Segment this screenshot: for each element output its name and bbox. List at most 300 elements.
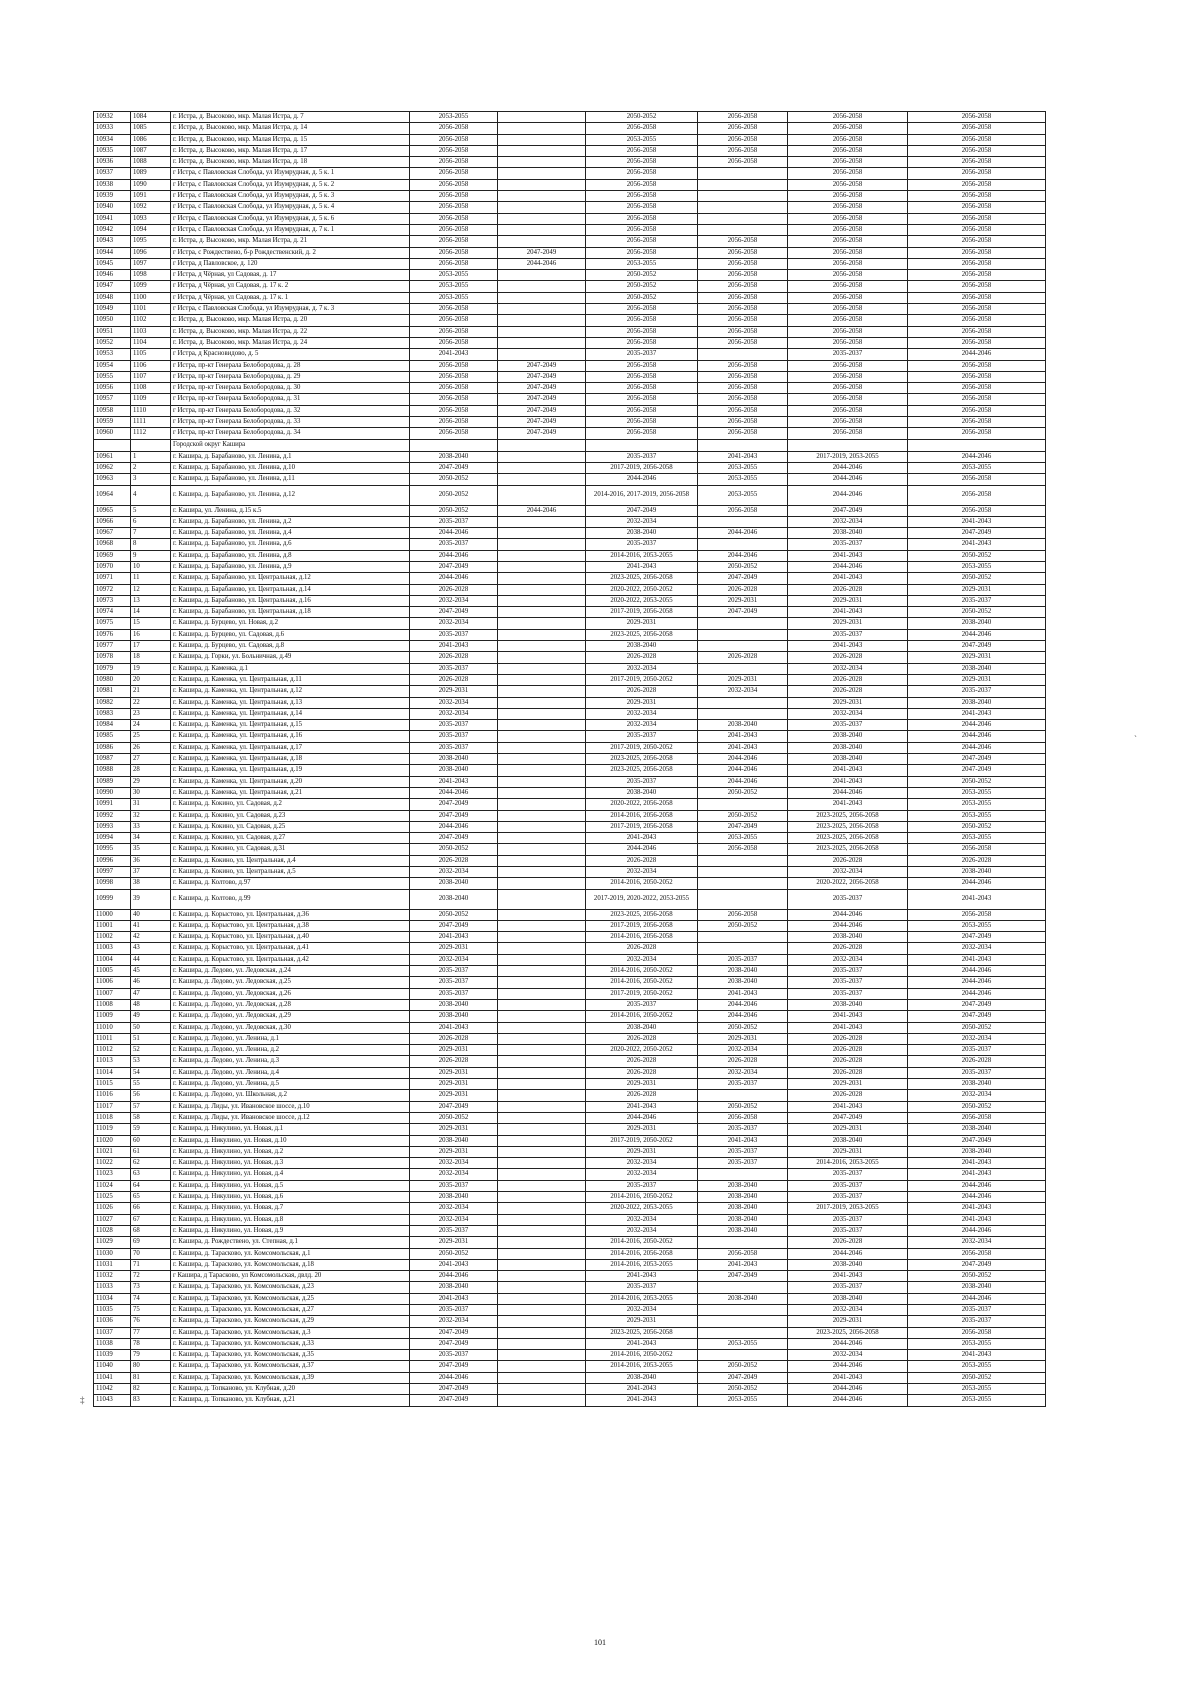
local-number-cell: 1112: [131, 428, 171, 439]
local-number-cell: 9: [131, 550, 171, 561]
address-cell: г. Кашира, д. Никулино, ул. Новая, д.7: [171, 1203, 410, 1214]
period-cell: 2056-2058: [410, 383, 498, 394]
period-cell: [498, 1158, 586, 1169]
address-cell: г. Кашира, д. Тарасково, ул. Комсомольская, д.18: [171, 1259, 410, 1270]
row-number-cell: 10948: [94, 292, 131, 303]
period-cell: 2032-2034: [908, 943, 1046, 954]
period-cell: 2029-2031: [698, 1033, 788, 1044]
period-cell: 2029-2031: [410, 1045, 498, 1056]
period-cell: [698, 708, 788, 719]
local-number-cell: 81: [131, 1372, 171, 1383]
row-number-cell: 10940: [94, 202, 131, 213]
period-cell: 2056-2058: [698, 394, 788, 405]
row-number-cell: 10982: [94, 697, 131, 708]
period-cell: 2053-2055: [908, 833, 1046, 844]
period-cell: 2047-2049: [498, 417, 586, 428]
period-cell: 2056-2058: [788, 157, 908, 168]
local-number-cell: 19: [131, 663, 171, 674]
period-cell: 2047-2049: [698, 821, 788, 832]
period-cell: 2038-2040: [908, 663, 1046, 674]
local-number-cell: 25: [131, 731, 171, 742]
table-row: [94, 428, 1046, 439]
period-cell: 2056-2058: [788, 202, 908, 213]
period-cell: 2017-2019, 2050-2052: [586, 1135, 698, 1146]
period-cell: 2026-2028: [410, 674, 498, 685]
period-cell: 2041-2043: [788, 799, 908, 810]
row-number-cell: 11016: [94, 1090, 131, 1101]
period-cell: 2044-2046: [908, 1293, 1046, 1304]
period-cell: 2038-2040: [788, 999, 908, 1010]
period-cell: [498, 270, 586, 281]
period-cell: [498, 573, 586, 584]
period-cell: 2047-2049: [498, 247, 586, 258]
period-cell: 2056-2058: [908, 909, 1046, 920]
address-cell: г Истра, с Павловская Слобода, ул Изумрудная, д. 7 к. 1: [171, 224, 410, 235]
period-cell: 2050-2052: [698, 1361, 788, 1372]
period-cell: 2056-2058: [788, 270, 908, 281]
table-row: [94, 505, 1046, 516]
period-cell: 2020-2022, 2056-2058: [586, 799, 698, 810]
row-number-cell: 10950: [94, 315, 131, 326]
row-number-cell: 10937: [94, 168, 131, 179]
period-cell: 2041-2043: [908, 1169, 1046, 1180]
local-number-cell: 64: [131, 1180, 171, 1191]
table-row: [94, 134, 1046, 145]
period-cell: 2056-2058: [698, 247, 788, 258]
table-row: [94, 371, 1046, 382]
period-cell: [498, 1169, 586, 1180]
period-cell: 2035-2037: [410, 1304, 498, 1315]
row-number-cell: 10964: [94, 485, 131, 505]
row-number-cell: 11024: [94, 1180, 131, 1191]
period-cell: 2056-2058: [698, 292, 788, 303]
address-cell: г Истра, пр-кт Генерала Белобородова, д. 29: [171, 371, 410, 382]
period-cell: 2035-2037: [410, 1180, 498, 1191]
table-row: [94, 920, 1046, 931]
period-cell: 2053-2055: [908, 1361, 1046, 1372]
period-cell: 2026-2028: [698, 1056, 788, 1067]
row-number-cell: 11014: [94, 1067, 131, 1078]
period-cell: 2056-2058: [586, 428, 698, 439]
row-number-cell: 10984: [94, 720, 131, 731]
row-number-cell: 10951: [94, 326, 131, 337]
period-cell: 2044-2046: [586, 1112, 698, 1123]
period-cell: 2041-2043: [698, 988, 788, 999]
address-cell: г. Кашира, д. Рождествено, ул. Степная, д.1: [171, 1237, 410, 1248]
row-number-cell: 11012: [94, 1045, 131, 1056]
period-cell: [498, 787, 586, 798]
period-cell: 2047-2049: [410, 1338, 498, 1349]
period-cell: 2044-2046: [788, 474, 908, 485]
row-number-cell: 10981: [94, 686, 131, 697]
address-cell: г. Кашира, д. Кокино, ул. Центральная, д.4: [171, 855, 410, 866]
period-cell: 2056-2058: [698, 405, 788, 416]
period-cell: [698, 663, 788, 674]
period-cell: 2050-2052: [586, 270, 698, 281]
row-number-cell: 10959: [94, 417, 131, 428]
period-cell: 2044-2046: [908, 966, 1046, 977]
period-cell: 2026-2028: [586, 652, 698, 663]
address-cell: г. Кашира, д. Барабаново, ул. Центральная, д.14: [171, 584, 410, 595]
local-number-cell: 32: [131, 810, 171, 821]
period-cell: 2026-2028: [788, 584, 908, 595]
period-cell: 2056-2058: [788, 405, 908, 416]
period-cell: 2056-2058: [586, 157, 698, 168]
local-number-cell: 20: [131, 674, 171, 685]
period-cell: [498, 157, 586, 168]
period-cell: [498, 844, 586, 855]
period-cell: 2032-2034: [586, 516, 698, 527]
table-row: [94, 405, 1046, 416]
period-cell: 2026-2028: [788, 1067, 908, 1078]
local-number-cell: 82: [131, 1384, 171, 1395]
period-cell: 2056-2058: [698, 281, 788, 292]
period-cell: 2056-2058: [908, 1248, 1046, 1259]
period-cell: 2041-2043: [908, 539, 1046, 550]
period-cell: 2056-2058: [410, 134, 498, 145]
period-cell: [498, 889, 586, 909]
period-cell: 2017-2019, 2056-2058: [586, 821, 698, 832]
period-cell: 2047-2049: [908, 1259, 1046, 1270]
period-cell: 2035-2037: [410, 1225, 498, 1236]
row-number-cell: 10988: [94, 765, 131, 776]
period-cell: [698, 191, 788, 202]
address-cell: г. Кашира, д. Тарасково, ул. Комсомольская, д.39: [171, 1372, 410, 1383]
period-cell: 2047-2049: [698, 1271, 788, 1282]
period-cell: 2056-2058: [908, 844, 1046, 855]
period-cell: 2035-2037: [586, 349, 698, 360]
address-cell: г. Кашира, д. Барабаново, ул. Центральная, д.18: [171, 607, 410, 618]
period-cell: 2056-2058: [908, 157, 1046, 168]
period-cell: [698, 1237, 788, 1248]
period-cell: 2056-2058: [410, 179, 498, 190]
local-number-cell: 27: [131, 754, 171, 765]
local-number-cell: 77: [131, 1327, 171, 1338]
period-cell: 2044-2046: [498, 505, 586, 516]
period-cell: 2050-2052: [698, 810, 788, 821]
period-cell: 2032-2034: [410, 1158, 498, 1169]
period-cell: 2050-2052: [586, 292, 698, 303]
period-cell: 2041-2043: [908, 708, 1046, 719]
period-cell: 2056-2058: [788, 213, 908, 224]
table-row: [94, 270, 1046, 281]
local-number-cell: 70: [131, 1248, 171, 1259]
local-number-cell: 1099: [131, 281, 171, 292]
row-number-cell: 10961: [94, 451, 131, 462]
local-number-cell: 1095: [131, 236, 171, 247]
period-cell: 2038-2040: [698, 1293, 788, 1304]
row-number-cell: 10949: [94, 304, 131, 315]
row-number-cell: 10934: [94, 134, 131, 145]
address-cell: г. Кашира, д. Барабаново, ул. Ленина, д.9: [171, 561, 410, 572]
table-row: [94, 652, 1046, 663]
local-number-cell: 1106: [131, 360, 171, 371]
row-number-cell: 11007: [94, 988, 131, 999]
period-cell: 2032-2034: [788, 1350, 908, 1361]
address-cell: г. Кашира, д. Топканово, ул. Клубная, д.20: [171, 1384, 410, 1395]
local-number-cell: 58: [131, 1112, 171, 1123]
period-cell: 2014-2016, 2056-2058: [586, 810, 698, 821]
period-cell: 2029-2031: [410, 1090, 498, 1101]
table-row: [94, 932, 1046, 943]
period-cell: [698, 867, 788, 878]
period-cell: 2041-2043: [788, 1101, 908, 1112]
period-cell: 2029-2031: [788, 1079, 908, 1090]
period-cell: 2038-2040: [410, 999, 498, 1010]
period-cell: 2038-2040: [788, 731, 908, 742]
row-number-cell: 10985: [94, 731, 131, 742]
period-cell: 2026-2028: [788, 674, 908, 685]
table-row: [94, 462, 1046, 473]
period-cell: 2029-2031: [410, 686, 498, 697]
period-cell: 2017-2019, 2056-2058: [586, 607, 698, 618]
local-number-cell: 50: [131, 1022, 171, 1033]
row-number-cell: 11030: [94, 1248, 131, 1259]
period-cell: 2026-2028: [586, 1056, 698, 1067]
period-cell: 2047-2049: [498, 360, 586, 371]
period-cell: [698, 539, 788, 550]
table-row: [94, 191, 1046, 202]
table-row: [94, 674, 1046, 685]
address-cell: г. Кашира, д. Ледово, ул. Школьная, д.2: [171, 1090, 410, 1101]
period-cell: 2056-2058: [788, 383, 908, 394]
period-cell: 2041-2043: [908, 1203, 1046, 1214]
period-cell: 2056-2058: [410, 326, 498, 337]
period-cell: 2026-2028: [586, 686, 698, 697]
table-row: [94, 315, 1046, 326]
row-number-cell: 11022: [94, 1158, 131, 1169]
period-cell: 2032-2034: [410, 1316, 498, 1327]
table-row: [94, 1327, 1046, 1338]
period-cell: 2056-2058: [410, 224, 498, 235]
period-cell: 2041-2043: [586, 1395, 698, 1406]
row-number-cell: 11001: [94, 920, 131, 931]
period-cell: 2035-2037: [788, 1214, 908, 1225]
period-cell: [498, 550, 586, 561]
period-cell: 2056-2058: [586, 191, 698, 202]
local-number-cell: 67: [131, 1214, 171, 1225]
period-cell: 2032-2034: [698, 1045, 788, 1056]
period-cell: 2053-2055: [908, 561, 1046, 572]
table-row: [94, 607, 1046, 618]
period-cell: [498, 1180, 586, 1191]
period-cell: 2044-2046: [410, 573, 498, 584]
local-number-cell: 22: [131, 697, 171, 708]
period-cell: 2041-2043: [586, 1101, 698, 1112]
row-number-cell: 10970: [94, 561, 131, 572]
period-cell: 2017-2019, 2020-2022, 2053-2055: [586, 889, 698, 909]
period-cell: 2041-2043: [698, 1135, 788, 1146]
period-cell: 2035-2037: [586, 1180, 698, 1191]
period-cell: 2041-2043: [788, 1271, 908, 1282]
address-cell: г Истра, д Красновидово, д. 5: [171, 349, 410, 360]
address-cell: г. Кашира, д. Ледово, ул. Ленина, д.5: [171, 1079, 410, 1090]
address-cell: г. Кашира, д. Каменка, ул. Центральная, д.14: [171, 708, 410, 719]
period-cell: 2035-2037: [788, 539, 908, 550]
table-row: [94, 157, 1046, 168]
row-number-cell: 11043: [94, 1395, 131, 1406]
local-number-cell: 1089: [131, 168, 171, 179]
period-cell: 2017-2019, 2050-2052: [586, 988, 698, 999]
row-number-cell: 10978: [94, 652, 131, 663]
table-row: [94, 1248, 1046, 1259]
row-number-cell: 10956: [94, 383, 131, 394]
table-row: [94, 1225, 1046, 1236]
table-row: [94, 618, 1046, 629]
period-cell: 2050-2052: [698, 1384, 788, 1395]
period-cell: 2053-2055: [698, 833, 788, 844]
period-cell: [698, 1316, 788, 1327]
local-number-cell: 17: [131, 641, 171, 652]
period-cell: 2056-2058: [788, 371, 908, 382]
period-cell: 2038-2040: [908, 1146, 1046, 1157]
period-cell: 2035-2037: [586, 451, 698, 462]
period-cell: [498, 663, 586, 674]
address-cell: г. Истра, д. Высоково, мкр. Малая Истра, д. 20: [171, 315, 410, 326]
period-cell: 2029-2031: [908, 674, 1046, 685]
local-number-cell: 73: [131, 1282, 171, 1293]
period-cell: 2056-2058: [788, 394, 908, 405]
local-number-cell: 1088: [131, 157, 171, 168]
period-cell: 2056-2058: [788, 326, 908, 337]
period-cell: 2053-2055: [908, 799, 1046, 810]
address-cell: Городской округ Кашира: [171, 439, 410, 451]
local-number-cell: 33: [131, 821, 171, 832]
period-cell: 2026-2028: [908, 1056, 1046, 1067]
period-cell: [498, 765, 586, 776]
table-row: [94, 943, 1046, 954]
table-row: [94, 1011, 1046, 1022]
period-cell: 2032-2034: [788, 708, 908, 719]
address-cell: г Истра, с Павловская Слобода, ул Изумрудная, д. 5 к. 6: [171, 213, 410, 224]
row-number-cell: 10979: [94, 663, 131, 674]
local-number-cell: 56: [131, 1090, 171, 1101]
local-number-cell: 72: [131, 1271, 171, 1282]
period-cell: 2047-2049: [410, 1327, 498, 1338]
period-cell: 2032-2034: [788, 1304, 908, 1315]
period-cell: 2032-2034: [586, 663, 698, 674]
period-cell: 2041-2043: [410, 641, 498, 652]
period-cell: [788, 439, 908, 451]
period-cell: 2029-2031: [908, 652, 1046, 663]
period-cell: [498, 584, 586, 595]
period-cell: 2056-2058: [908, 168, 1046, 179]
row-number-cell: 10960: [94, 428, 131, 439]
period-cell: [698, 213, 788, 224]
period-cell: 2032-2034: [410, 697, 498, 708]
period-cell: [498, 292, 586, 303]
row-number-cell: 10974: [94, 607, 131, 618]
row-number-cell: 10954: [94, 360, 131, 371]
row-number-cell: 10944: [94, 247, 131, 258]
period-cell: [498, 326, 586, 337]
period-cell: 2035-2037: [788, 1282, 908, 1293]
period-cell: 2044-2046: [698, 1011, 788, 1022]
table-row: [94, 439, 1046, 451]
period-cell: 2032-2034: [698, 686, 788, 697]
row-number-cell: 10965: [94, 505, 131, 516]
period-cell: 2050-2052: [410, 474, 498, 485]
table-row: [94, 550, 1046, 561]
period-cell: 2056-2058: [410, 123, 498, 134]
address-cell: г Истра, д Чёрная, ул Садовая, д. 17: [171, 270, 410, 281]
period-cell: 2044-2046: [698, 999, 788, 1010]
period-cell: 2053-2055: [410, 292, 498, 303]
period-cell: 2056-2058: [698, 1248, 788, 1259]
period-cell: 2035-2037: [788, 1225, 908, 1236]
local-number-cell: 68: [131, 1225, 171, 1236]
local-number-cell: 63: [131, 1169, 171, 1180]
row-number-cell: 10990: [94, 787, 131, 798]
address-cell: г. Кашира, д. Бурцево, ул. Новая, д.2: [171, 618, 410, 629]
period-cell: 2014-2016, 2050-2052: [586, 1350, 698, 1361]
local-number-cell: 74: [131, 1293, 171, 1304]
period-cell: 2053-2055: [908, 462, 1046, 473]
local-number-cell: 1093: [131, 213, 171, 224]
address-cell: г. Истра, д. Высоково, мкр. Малая Истра, д. 24: [171, 337, 410, 348]
period-cell: [498, 315, 586, 326]
table-row: [94, 112, 1046, 123]
period-cell: 2056-2058: [908, 326, 1046, 337]
local-number-cell: 15: [131, 618, 171, 629]
address-cell: г. Кашира, д. Каменка, ул. Центральная, д.18: [171, 754, 410, 765]
period-cell: 2056-2058: [410, 258, 498, 269]
table-body: [94, 112, 1046, 1407]
local-number-cell: 75: [131, 1304, 171, 1315]
period-cell: 2038-2040: [908, 697, 1046, 708]
local-number-cell: 52: [131, 1045, 171, 1056]
period-cell: 2038-2040: [586, 787, 698, 798]
period-cell: 2026-2028: [788, 652, 908, 663]
local-number-cell: 29: [131, 776, 171, 787]
period-cell: 2041-2043: [908, 516, 1046, 527]
period-cell: [498, 213, 586, 224]
table-row: [94, 855, 1046, 866]
row-number-cell: 11020: [94, 1135, 131, 1146]
table-row: [94, 179, 1046, 190]
period-cell: 2056-2058: [410, 405, 498, 416]
table-row: [94, 1304, 1046, 1315]
period-cell: 2044-2046: [908, 1192, 1046, 1203]
period-cell: 2041-2043: [788, 607, 908, 618]
period-cell: 2044-2046: [908, 988, 1046, 999]
period-cell: 2038-2040: [698, 720, 788, 731]
period-cell: 2047-2049: [410, 1384, 498, 1395]
local-number-cell: 83: [131, 1395, 171, 1406]
table-row: [94, 1282, 1046, 1293]
period-cell: [498, 731, 586, 742]
row-number-cell: 10936: [94, 157, 131, 168]
period-cell: 2050-2052: [908, 1101, 1046, 1112]
period-cell: 2047-2049: [788, 505, 908, 516]
period-cell: 2056-2058: [788, 337, 908, 348]
period-cell: 2056-2058: [908, 112, 1046, 123]
period-cell: 2056-2058: [908, 394, 1046, 405]
period-cell: [498, 1293, 586, 1304]
period-cell: 2035-2037: [410, 516, 498, 527]
period-cell: 2056-2058: [410, 191, 498, 202]
address-cell: г Кашира, д Тарасково, ул Комсомольская, двлд. 20: [171, 1271, 410, 1282]
table-row: [94, 742, 1046, 753]
period-cell: 2023-2025, 2056-2058: [586, 754, 698, 765]
period-cell: [498, 1112, 586, 1123]
period-cell: [498, 474, 586, 485]
period-cell: 2014-2016, 2053-2055: [586, 1259, 698, 1270]
period-cell: 2041-2043: [586, 1271, 698, 1282]
table-row: [94, 516, 1046, 527]
period-cell: 2038-2040: [698, 966, 788, 977]
local-number-cell: 1104: [131, 337, 171, 348]
